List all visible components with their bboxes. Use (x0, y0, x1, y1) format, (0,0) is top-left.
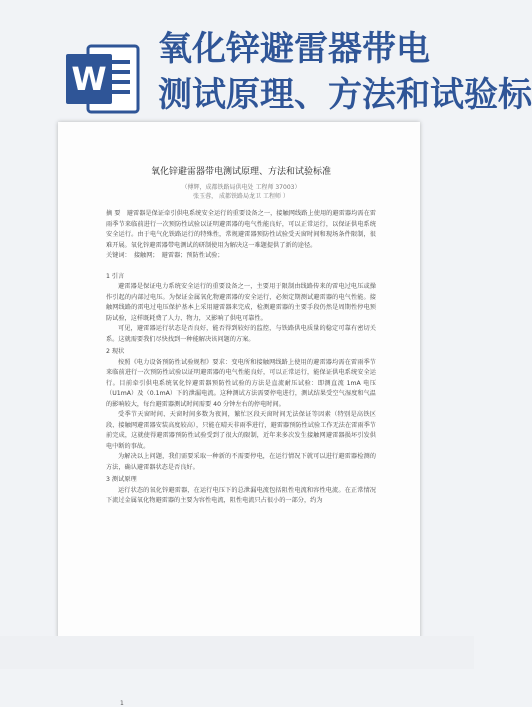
keywords: 关键词： 接触网； 避雷器；预防性试验； (106, 252, 224, 259)
section-2-heading: 2 现状 (106, 348, 125, 355)
section-3-paragraph-1: 运行状态的氧化锌避雷器，在运行电压下的总泄漏电流包括阻性电流和容性电流。在正常情况下流过金属氧化物避雷器的主要为容性电流，阻性电流只占很小的一部分，约为 (106, 486, 376, 504)
word-icon-letter: W (71, 60, 107, 98)
abstract: 摘 要 避雷器是保证牵引供电系统安全运行的重要设备之一，接触网线路上使用的避雷器均需在雷雨季节来临前进行一次预防性试验以证明避雷器的电气性能良好，可以正常运行，以保证供电系统安全运行。由于电气化铁路运行的特殊性，常规避雷器预防性试验受天窗时间和现场条件限制，很难开展。氧化锌避雷器带电测试的研制使用为解决这一难题提供了新的途径。 (106, 210, 376, 249)
page-content (106, 164, 376, 507)
author-line-1: （傅辉，成都铁路局供电处 工程师 37003） (181, 184, 301, 191)
section-1-heading: 1 引言 (106, 272, 125, 280)
section-2-paragraph-3: 为解决以上问题，我们需要采取一种新的不需要停电，在运行情况下就可以进行避雷器检测的方法，确认避雷器状态是否良好。 (106, 453, 376, 471)
author-line-2: 张玉蓉， 成都铁路局龙卫 工程师 ） (193, 193, 289, 200)
bottom-band (0, 636, 474, 669)
document-title (158, 26, 532, 118)
document-title-line2: 测试原理、方法和试验标 (158, 75, 532, 115)
paper-title: 氧化锌避雷器带电测试原理、方法和试验标准 (150, 167, 331, 177)
document-page-preview (58, 122, 420, 707)
section-1-paragraph-2: 可见，避雷器运行状态是否良好，能否得到较好的监控，与铁路供电质量的稳定可靠有密切关系。这就需要我们尽快找到一种能解决该问题的方案。 (106, 325, 376, 343)
section-2-paragraph-1: 按照《电力设备预防性试验规程》要求：变电所和接触网线路上使用的避雷器均需在雷雨季节来临前进行一次预防性试验以证明避雷器的电气性能良好，可以正常运行，能保证供电系统安全运行。目前牵引供电系统氧化锌避雷器预防性试验的方法是直流耐压试验：即测直流 1mA 电压（U1mA）及（0.1mA）下的泄漏电流。这种测试方法需要停电进行，测试结果受空气湿度和气温的影响较大，每台避雷器测试时间需要 40 分钟左右的停电时间。 (106, 358, 376, 408)
section-3-heading: 3 测试原理 (106, 476, 137, 483)
word-document-icon (64, 40, 142, 118)
page-number: 1 (120, 700, 124, 707)
section-2-paragraph-2: 受季节天窗时间、天窗时间多数为夜间，繁忙区段天窗时间无法保证等因素（特别是高铁区段、接触网避雷器安装高度较高），只能在晴天非雨季进行，避雷器预防性试验工作无法在雷雨季节前完成，这就使得避雷器预防性试验受到了很大的限制，近年来多次发生接触网避雷器损坏引发供电中断的事故。 (106, 411, 376, 450)
section-1-paragraph-1: 避雷器是保证电力系统安全运行的重要设备之一，主要用于限制由线路传来的雷电过电压或操作引起的内部过电压。为保证金属氧化物避雷器的安全运行，必须定期测试避雷器的电气性能。接触网线路的雷电过电压保护基本上采用避雷器来完成，检测避雷器的主要手段仍然是周期性停电预防试验，这样既耗费了人力、物力，又影响了供电可靠性。 (106, 283, 376, 322)
document-title-line1: 氧化锌避雷器带电 (158, 29, 430, 69)
